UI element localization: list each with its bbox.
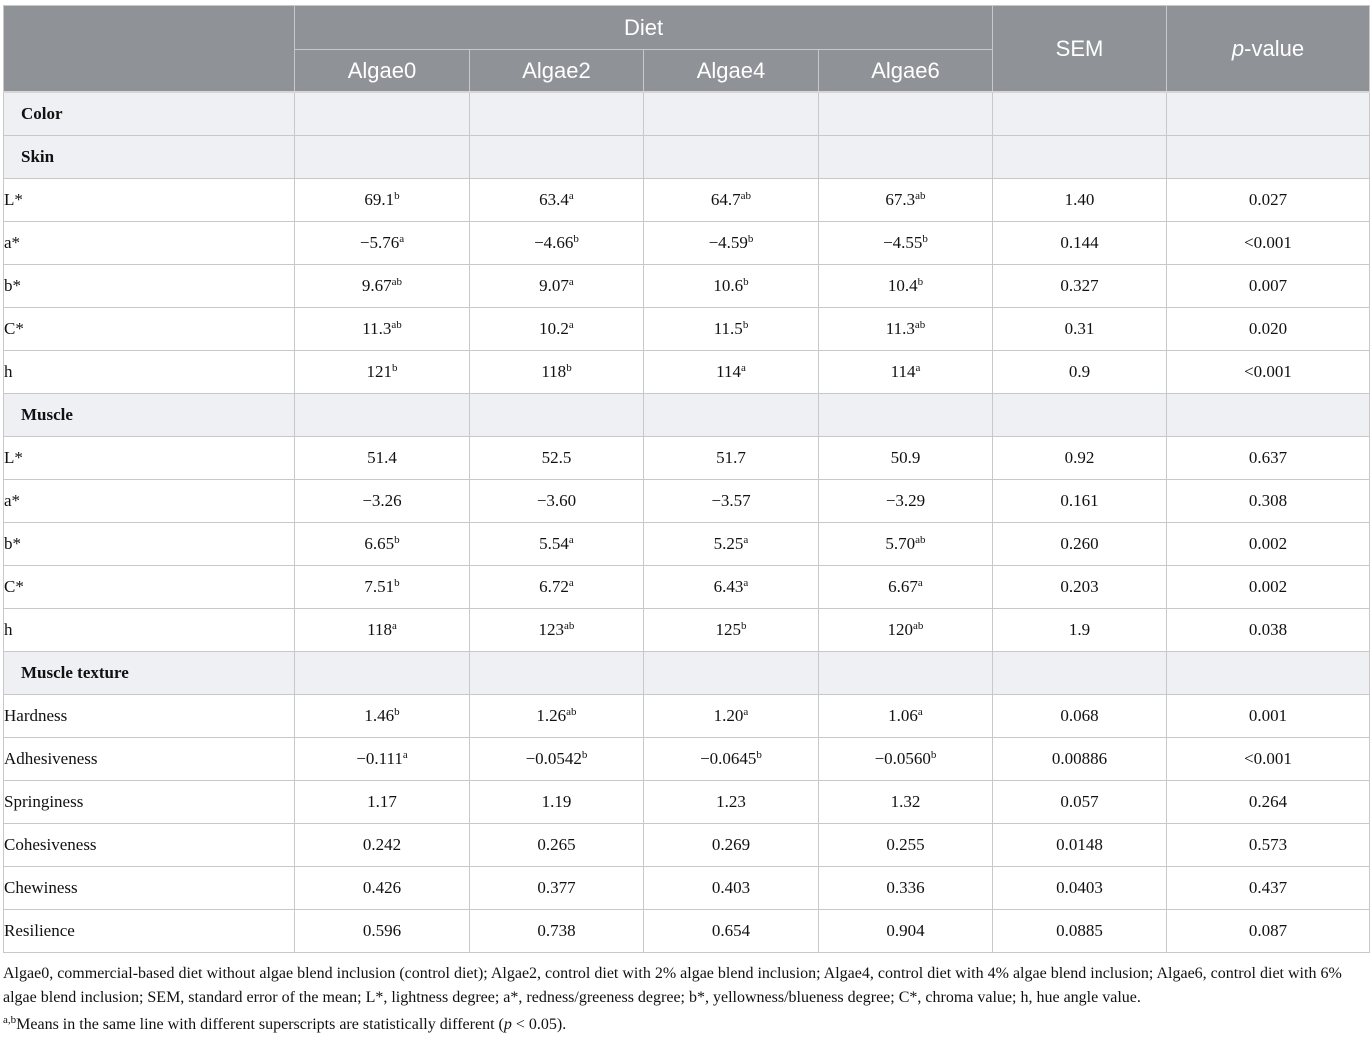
- significance-p: p: [503, 1016, 512, 1033]
- section-empty-cell: [295, 651, 470, 694]
- column-header-algae2: Algae2: [470, 50, 644, 93]
- row-label: a*: [4, 221, 295, 264]
- value-cell: [819, 909, 993, 952]
- value-cell: [295, 694, 470, 737]
- value-cell: [644, 694, 819, 737]
- cell-value: 64.7: [710, 189, 741, 209]
- value-cell: [644, 866, 819, 909]
- cell-superscript: a: [743, 576, 749, 589]
- value-cell: [644, 221, 819, 264]
- sem-cell: 0.068: [993, 694, 1167, 737]
- cell-superscript: a: [568, 318, 574, 331]
- cell-value: 0.242: [362, 834, 402, 854]
- cell-value: 5.25: [713, 533, 744, 553]
- value-cell: [470, 307, 644, 350]
- cell-value: 51.7: [716, 447, 746, 467]
- cell-value: 125: [715, 619, 741, 639]
- cell-value: 6.67: [888, 576, 918, 596]
- cell-superscript: a: [743, 533, 749, 546]
- table-row: [4, 694, 1370, 737]
- value-cell: [644, 350, 819, 393]
- section-empty-cell: [993, 135, 1167, 178]
- row-label: Resilience: [4, 909, 295, 952]
- cell-value: 67.3: [885, 189, 916, 209]
- value-cell: [819, 694, 993, 737]
- cell-value: 10.4: [887, 275, 918, 295]
- p-value-cell: <0.001: [1167, 737, 1370, 780]
- value-cell: [470, 737, 644, 780]
- cell-superscript: b: [922, 232, 928, 245]
- column-header-algae0: Algae0: [295, 50, 470, 93]
- p-value-cell: <0.001: [1167, 350, 1370, 393]
- significance-note: [3, 1013, 1369, 1037]
- value-cell: [644, 608, 819, 651]
- value-cell: [819, 823, 993, 866]
- value-cell: [470, 694, 644, 737]
- cell-value: 50.9: [890, 447, 921, 467]
- section-empty-cell: [819, 393, 993, 436]
- cell-superscript: ab: [391, 275, 403, 288]
- value-cell: [644, 436, 819, 479]
- cell-superscript: b: [742, 318, 749, 331]
- section-empty-cell: [993, 92, 1167, 135]
- row-label: Springiness: [4, 780, 295, 823]
- section-empty-cell: [1167, 135, 1370, 178]
- cell-value: 7.51: [364, 576, 395, 596]
- cell-value: 9.67: [361, 275, 392, 295]
- value-cell: [819, 221, 993, 264]
- section-empty-cell: [644, 135, 819, 178]
- section-empty-cell: [470, 651, 644, 694]
- results-table: [3, 5, 1370, 953]
- section-empty-cell: [1167, 92, 1370, 135]
- sem-cell: 0.0403: [993, 866, 1167, 909]
- section-label: Muscle: [4, 393, 295, 436]
- cell-value: −0.0645: [700, 748, 757, 768]
- value-cell: [470, 221, 644, 264]
- cell-value: 63.4: [539, 189, 569, 209]
- value-cell: [470, 479, 644, 522]
- cell-value: −5.76: [359, 232, 400, 252]
- cell-superscript: a: [740, 361, 746, 374]
- value-cell: [819, 436, 993, 479]
- cell-superscript: b: [392, 361, 398, 374]
- value-cell: [819, 565, 993, 608]
- p-value-cell: 0.001: [1167, 694, 1370, 737]
- cell-value: 6.65: [364, 533, 395, 553]
- value-cell: [470, 909, 644, 952]
- cell-superscript: ab: [915, 533, 926, 546]
- cell-value: 118: [541, 361, 567, 381]
- value-cell: [295, 522, 470, 565]
- value-cell: [470, 866, 644, 909]
- cell-value: 69.1: [364, 189, 395, 209]
- cell-superscript: ab: [564, 619, 575, 632]
- cell-value: −4.66: [534, 232, 574, 252]
- sem-cell: 0.0148: [993, 823, 1167, 866]
- p-value-cell: 0.020: [1167, 307, 1370, 350]
- table-row: [4, 264, 1370, 307]
- cell-value: 0.596: [362, 920, 402, 940]
- section-empty-cell: [295, 92, 470, 135]
- sem-cell: 0.0885: [993, 909, 1167, 952]
- sem-cell: 0.327: [993, 264, 1167, 307]
- value-cell: [819, 264, 993, 307]
- sem-cell: 0.144: [993, 221, 1167, 264]
- table-row: [4, 780, 1370, 823]
- cell-value: 1.19: [541, 791, 572, 811]
- section-label: Muscle texture: [4, 651, 295, 694]
- value-cell: [819, 866, 993, 909]
- p-value-cell: <0.001: [1167, 221, 1370, 264]
- p-suffix: -value: [1244, 35, 1305, 61]
- value-cell: [644, 178, 819, 221]
- value-cell: [295, 608, 470, 651]
- table-row: [4, 608, 1370, 651]
- p-value-cell: 0.002: [1167, 565, 1370, 608]
- value-cell: [644, 522, 819, 565]
- table-row: [4, 350, 1370, 393]
- cell-superscript: a: [743, 705, 749, 718]
- table-row: [4, 565, 1370, 608]
- value-cell: [295, 264, 470, 307]
- sem-cell: 0.9: [993, 350, 1167, 393]
- sem-cell: 0.260: [993, 522, 1167, 565]
- cell-value: −4.55: [883, 232, 923, 252]
- sem-cell: 0.92: [993, 436, 1167, 479]
- sem-cell: 1.9: [993, 608, 1167, 651]
- cell-value: 52.5: [541, 447, 572, 467]
- cell-superscript: a: [915, 361, 921, 374]
- cell-value: 6.43: [713, 576, 744, 596]
- cell-superscript: b: [573, 232, 579, 245]
- row-label: Chewiness: [4, 866, 295, 909]
- cell-value: 0.403: [711, 877, 751, 897]
- row-label: a*: [4, 479, 295, 522]
- value-cell: [470, 608, 644, 651]
- value-cell: [819, 780, 993, 823]
- cell-superscript: a: [568, 576, 574, 589]
- table-row: [4, 522, 1370, 565]
- sem-header: SEM: [993, 6, 1167, 93]
- table-row: [4, 307, 1370, 350]
- value-cell: [470, 350, 644, 393]
- p-value-cell: 0.087: [1167, 909, 1370, 952]
- sem-cell: 0.31: [993, 307, 1167, 350]
- p-value-cell: 0.573: [1167, 823, 1370, 866]
- value-cell: [644, 823, 819, 866]
- cell-value: 0.426: [362, 877, 402, 897]
- cell-superscript: a: [568, 189, 574, 202]
- cell-value: 1.17: [367, 791, 397, 811]
- cell-value: 6.72: [539, 576, 569, 596]
- sem-cell: 0.00886: [993, 737, 1167, 780]
- diet-header: Diet: [295, 6, 993, 50]
- section-empty-cell: [295, 135, 470, 178]
- p-value-cell: 0.038: [1167, 608, 1370, 651]
- column-header-algae4: Algae4: [644, 50, 819, 93]
- table-body: [4, 92, 1370, 952]
- value-cell: [295, 350, 470, 393]
- row-label: C*: [4, 307, 295, 350]
- value-cell: [470, 436, 644, 479]
- value-cell: [470, 565, 644, 608]
- row-label: Hardness: [4, 694, 295, 737]
- p-value-cell: 0.027: [1167, 178, 1370, 221]
- cell-superscript: ab: [740, 189, 752, 202]
- row-label: b*: [4, 264, 295, 307]
- value-cell: [819, 307, 993, 350]
- value-cell: [819, 737, 993, 780]
- value-cell: [295, 780, 470, 823]
- table-row: [4, 178, 1370, 221]
- table-row: [4, 221, 1370, 264]
- section-empty-cell: [470, 135, 644, 178]
- value-cell: [295, 307, 470, 350]
- section-empty-cell: [644, 651, 819, 694]
- section-row: [4, 135, 1370, 178]
- section-empty-cell: [993, 651, 1167, 694]
- cell-value: −3.60: [536, 490, 577, 510]
- section-empty-cell: [470, 92, 644, 135]
- value-cell: [819, 350, 993, 393]
- row-label: L*: [4, 178, 295, 221]
- value-cell: [295, 565, 470, 608]
- value-cell: [295, 737, 470, 780]
- sem-cell: 1.40: [993, 178, 1167, 221]
- value-cell: [295, 823, 470, 866]
- cell-value: 1.23: [716, 791, 746, 811]
- value-cell: [295, 178, 470, 221]
- significance-prefix: Means in the same line with different superscripts are statistically different (: [16, 1016, 504, 1033]
- cell-value: 10.6: [713, 275, 744, 295]
- cell-superscript: b: [394, 576, 400, 589]
- row-label: Cohesiveness: [4, 823, 295, 866]
- section-empty-cell: [819, 651, 993, 694]
- value-cell: [819, 178, 993, 221]
- value-cell: [295, 436, 470, 479]
- table-row: [4, 436, 1370, 479]
- header-corner: [4, 6, 295, 93]
- cell-superscript: ab: [913, 619, 924, 632]
- cell-superscript: b: [917, 275, 924, 288]
- cell-superscript: b: [394, 533, 400, 546]
- cell-value: −3.26: [362, 490, 402, 510]
- value-cell: [295, 866, 470, 909]
- cell-value: 0.255: [886, 834, 925, 854]
- cell-value: 5.70: [885, 533, 916, 553]
- cell-value: 0.269: [711, 834, 751, 854]
- cell-superscript: b: [743, 275, 749, 288]
- table-row: [4, 737, 1370, 780]
- column-header-algae6: Algae6: [819, 50, 993, 93]
- cell-value: 0.904: [886, 920, 925, 940]
- cell-superscript: ab: [915, 189, 926, 202]
- section-row: [4, 393, 1370, 436]
- section-label: Color: [4, 92, 295, 135]
- value-cell: [644, 264, 819, 307]
- p-value-cell: 0.007: [1167, 264, 1370, 307]
- cell-value: −3.57: [711, 490, 751, 510]
- value-cell: [644, 307, 819, 350]
- section-empty-cell: [644, 393, 819, 436]
- section-empty-cell: [819, 92, 993, 135]
- cell-superscript: b: [566, 361, 572, 374]
- section-empty-cell: [1167, 393, 1370, 436]
- row-label: h: [4, 608, 295, 651]
- cell-value: 0.654: [711, 920, 751, 940]
- cell-value: 118: [367, 619, 392, 639]
- cell-superscript: b: [394, 705, 400, 718]
- section-row: [4, 651, 1370, 694]
- cell-superscript: a: [399, 232, 405, 245]
- table-row: [4, 909, 1370, 952]
- cell-value: 0.377: [537, 877, 576, 897]
- sem-cell: 0.057: [993, 780, 1167, 823]
- cell-superscript: b: [394, 189, 400, 202]
- cell-value: 114: [716, 361, 741, 381]
- cell-value: 1.32: [890, 791, 921, 811]
- p-value-cell: 0.002: [1167, 522, 1370, 565]
- section-empty-cell: [470, 393, 644, 436]
- cell-value: 11.3: [362, 318, 392, 338]
- table-row: [4, 866, 1370, 909]
- value-cell: [644, 565, 819, 608]
- section-empty-cell: [993, 393, 1167, 436]
- value-cell: [470, 780, 644, 823]
- significance-suffix: < 0.05).: [511, 1016, 567, 1033]
- row-label: L*: [4, 436, 295, 479]
- p-value-header: [1167, 6, 1370, 93]
- value-cell: [295, 479, 470, 522]
- cell-value: 121: [366, 361, 392, 381]
- cell-value: −0.0542: [525, 748, 582, 768]
- cell-value: 1.46: [364, 705, 395, 725]
- cell-value: 0.265: [537, 834, 576, 854]
- value-cell: [644, 909, 819, 952]
- cell-value: 11.3: [885, 318, 915, 338]
- table-footnotes: [3, 962, 1369, 1037]
- value-cell: [295, 909, 470, 952]
- sem-cell: 0.203: [993, 565, 1167, 608]
- cell-value: 123: [538, 619, 565, 639]
- value-cell: [644, 479, 819, 522]
- cell-superscript: ab: [566, 705, 577, 718]
- section-empty-cell: [1167, 651, 1370, 694]
- cell-superscript: b: [930, 748, 937, 761]
- row-label: b*: [4, 522, 295, 565]
- cell-value: 10.2: [539, 318, 569, 338]
- abbreviations-note: Algae0, commercial-based diet without algae blend inclusion (control diet); Algae2, control diet with 2% algae blend inclusion; Algae4, control diet with 4% algae blend inclusion; Algae6, control diet with 6% algae blend inclusion; SEM, standard error of the mean; L*, lightness degree; a*, redness/greeness degree; b*, yellowness/blueness degree; C*, chroma value; h, hue angle value.: [3, 965, 1342, 1006]
- section-empty-cell: [295, 393, 470, 436]
- cell-superscript: a: [391, 619, 397, 632]
- row-label: C*: [4, 565, 295, 608]
- value-cell: [470, 522, 644, 565]
- value-cell: [470, 823, 644, 866]
- value-cell: [644, 780, 819, 823]
- cell-value: 9.07: [539, 275, 569, 295]
- cell-superscript: b: [581, 748, 588, 761]
- p-value-cell: 0.437: [1167, 866, 1370, 909]
- value-cell: [470, 264, 644, 307]
- section-empty-cell: [644, 92, 819, 135]
- cell-superscript: a: [917, 576, 923, 589]
- sem-cell: 0.161: [993, 479, 1167, 522]
- cell-superscript: a: [568, 533, 574, 546]
- cell-value: 114: [890, 361, 916, 381]
- cell-superscript: ab: [391, 318, 402, 331]
- p-italic: p: [1231, 35, 1245, 61]
- cell-value: 51.4: [367, 447, 397, 467]
- cell-superscript: ab: [914, 318, 926, 331]
- table-row: [4, 823, 1370, 866]
- cell-value: 5.54: [539, 533, 569, 553]
- superscript-mark: a,b: [3, 1014, 17, 1026]
- cell-superscript: a: [402, 748, 408, 761]
- p-value-cell: 0.308: [1167, 479, 1370, 522]
- cell-value: 0.738: [537, 920, 576, 940]
- section-label: Skin: [4, 135, 295, 178]
- cell-superscript: a: [568, 275, 574, 288]
- cell-value: −3.29: [885, 490, 926, 510]
- value-cell: [819, 608, 993, 651]
- cell-value: 11.5: [713, 318, 743, 338]
- value-cell: [819, 479, 993, 522]
- cell-superscript: b: [741, 619, 747, 632]
- value-cell: [819, 522, 993, 565]
- cell-value: 0.336: [886, 877, 925, 897]
- cell-value: 1.20: [713, 705, 744, 725]
- value-cell: [470, 178, 644, 221]
- section-empty-cell: [819, 135, 993, 178]
- cell-value: 1.06: [888, 705, 918, 725]
- cell-value: −0.111: [356, 748, 403, 768]
- cell-superscript: a: [917, 705, 923, 718]
- value-cell: [295, 221, 470, 264]
- cell-value: 120: [887, 619, 914, 639]
- p-value-cell: 0.637: [1167, 436, 1370, 479]
- cell-superscript: b: [756, 748, 762, 761]
- row-label: Adhesiveness: [4, 737, 295, 780]
- section-row: [4, 92, 1370, 135]
- row-label: h: [4, 350, 295, 393]
- cell-superscript: b: [747, 232, 754, 245]
- value-cell: [644, 737, 819, 780]
- cell-value: −4.59: [708, 232, 748, 252]
- cell-value: −0.0560: [874, 748, 931, 768]
- cell-value: 1.26: [536, 705, 567, 725]
- p-value-cell: 0.264: [1167, 780, 1370, 823]
- table-row: [4, 479, 1370, 522]
